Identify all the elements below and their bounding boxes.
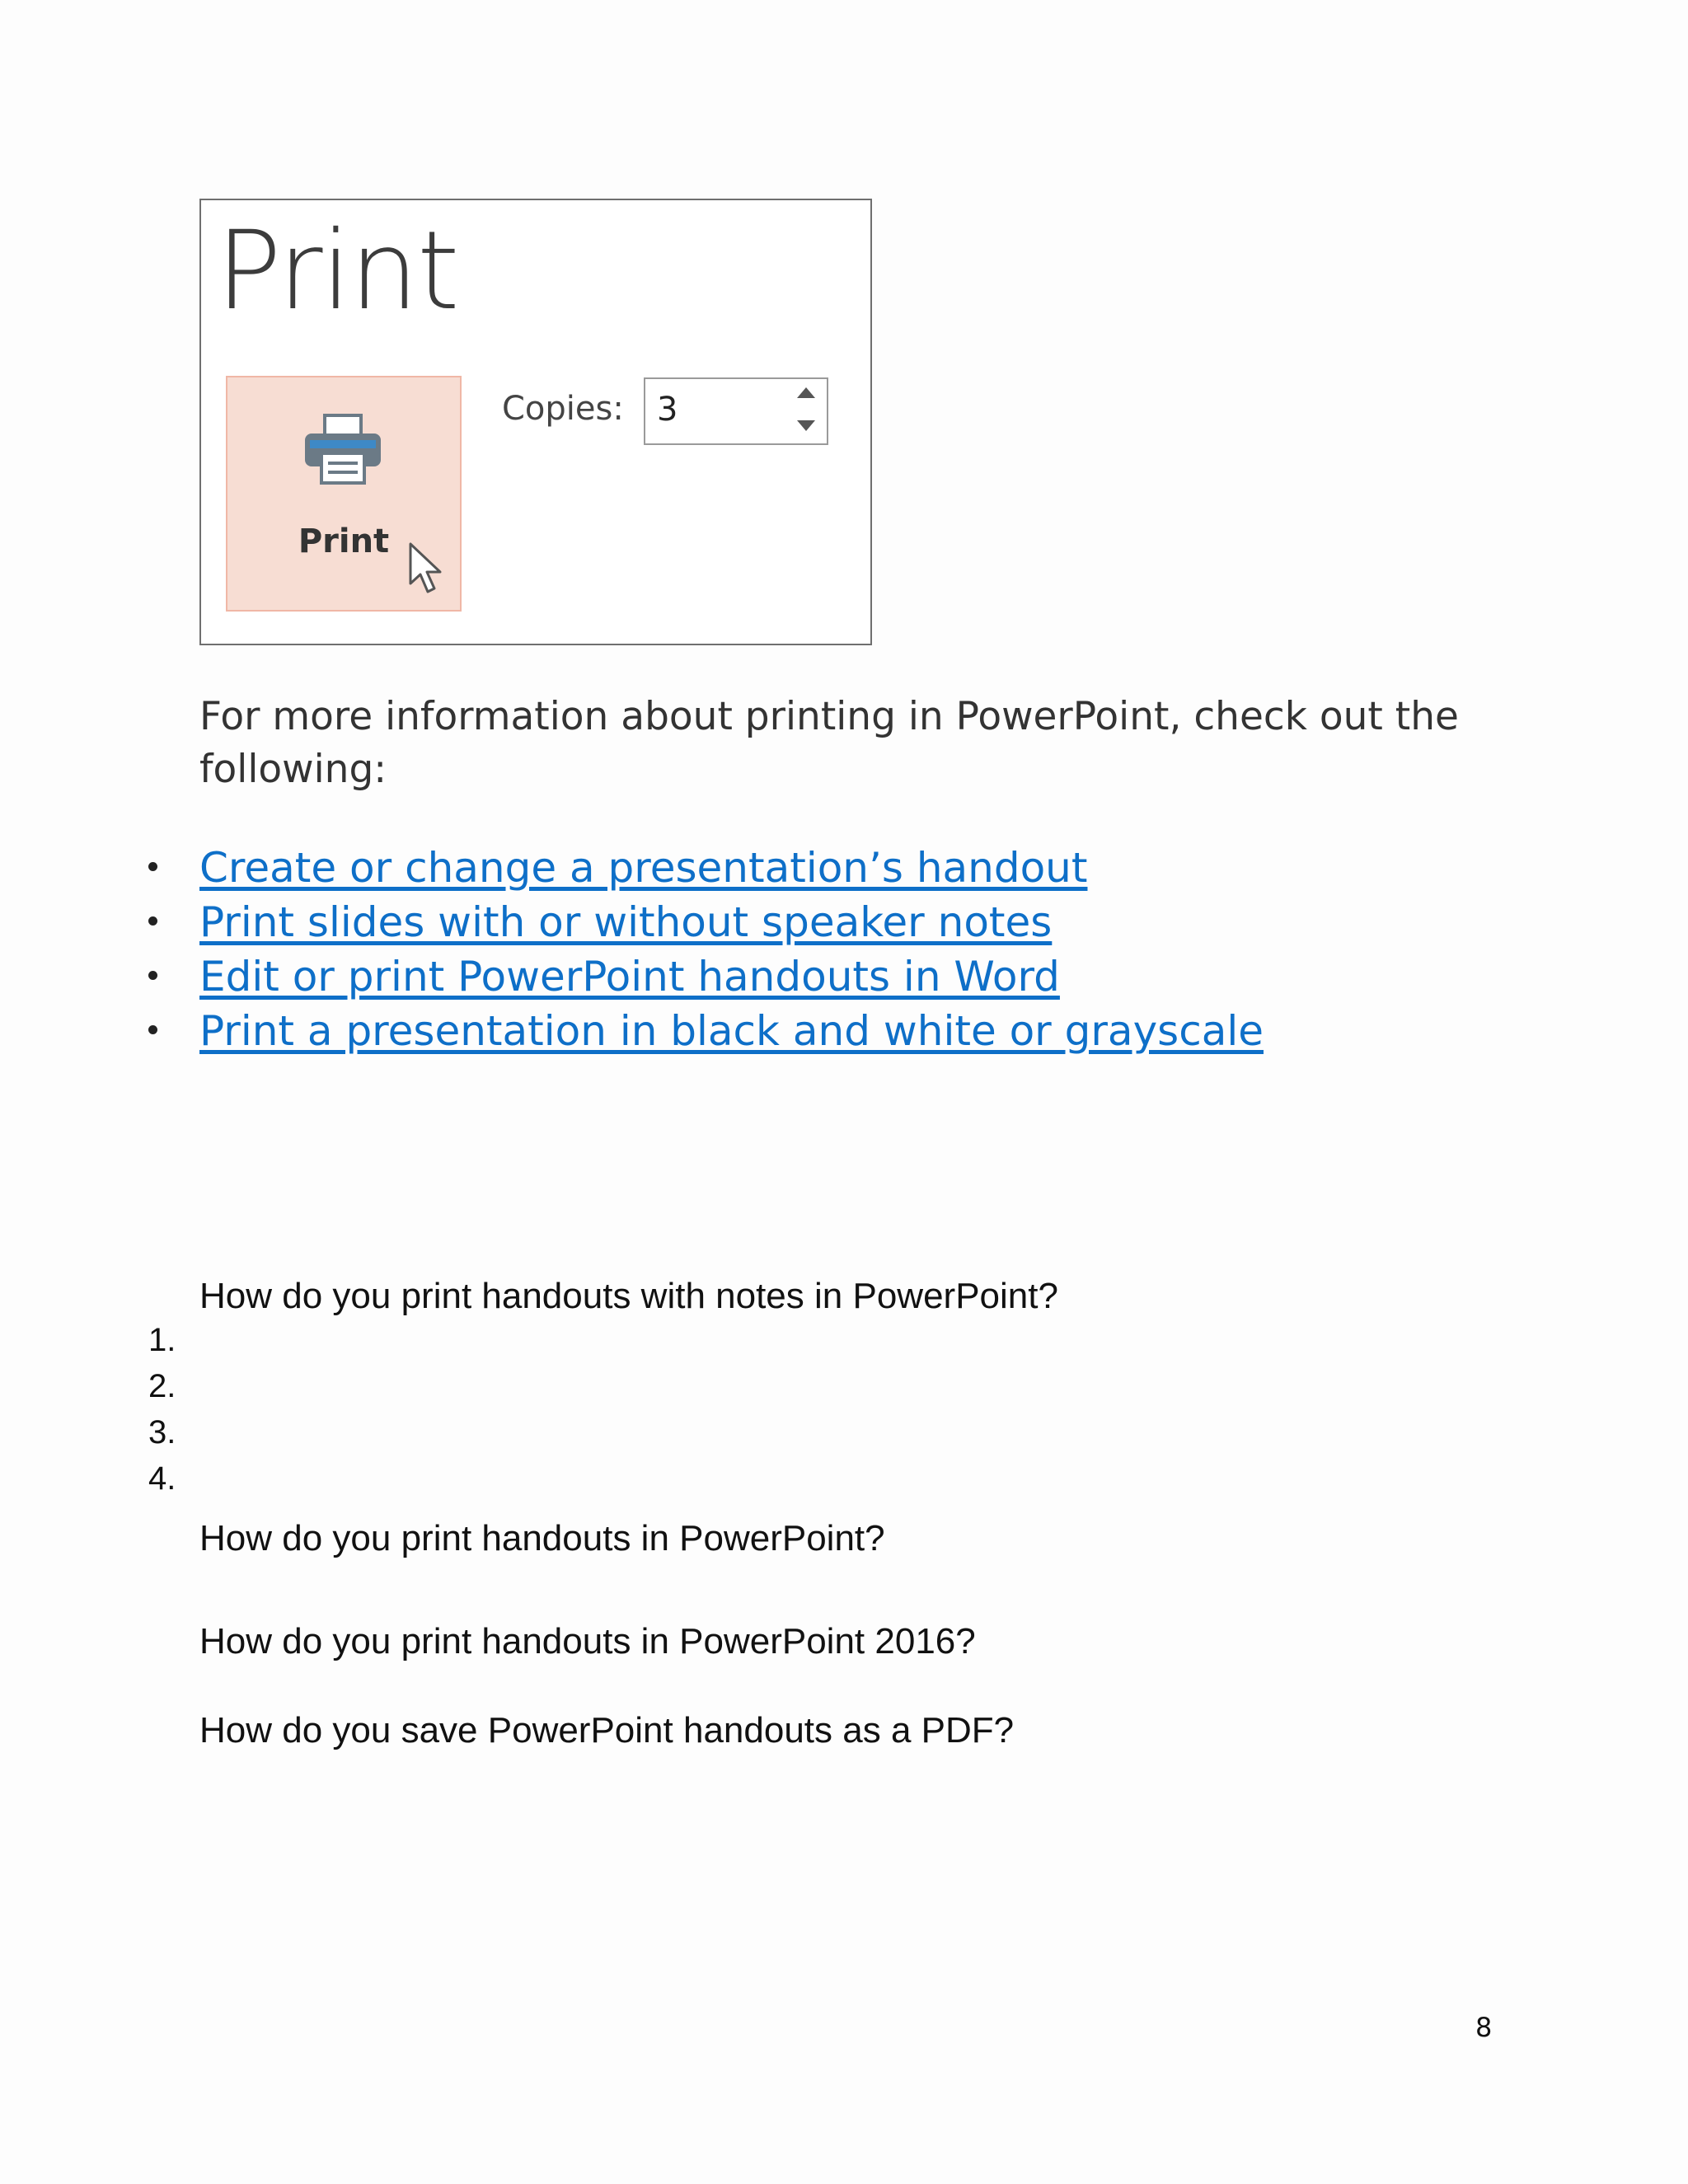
bullet-icon — [148, 862, 157, 871]
print-panel-title: Print — [216, 208, 458, 335]
question-4: How do you save PowerPoint handouts as a PDF? — [199, 1710, 1015, 1750]
list-item — [148, 841, 1220, 895]
list-item — [148, 949, 1220, 1004]
question-2: How do you print handouts in PowerPoint? — [199, 1518, 885, 1558]
spin-up-icon[interactable] — [797, 387, 815, 398]
list-number-4: 4. — [148, 1460, 176, 1497]
print-button-label: Print — [298, 523, 390, 560]
printer-icon — [302, 412, 384, 486]
cursor-icon — [407, 541, 447, 598]
bullet-icon — [148, 971, 157, 980]
copies-spinbox[interactable] — [644, 377, 828, 445]
page-number: 8 — [1475, 2012, 1493, 2043]
print-panel-screenshot — [199, 199, 872, 645]
list-number-3: 3. — [148, 1414, 176, 1451]
bullet-icon — [148, 1025, 157, 1034]
bullet-icon — [148, 916, 157, 926]
list-item — [148, 1004, 1264, 1058]
print-button[interactable] — [226, 376, 462, 612]
link-print-speaker-notes[interactable]: Print slides with or without speaker notes — [199, 898, 1053, 946]
link-handouts-in-word[interactable]: Edit or print PowerPoint handouts in Word — [199, 953, 1060, 1001]
copies-value: 3 — [657, 391, 678, 429]
list-item — [148, 895, 1220, 949]
list-number-1: 1. — [148, 1322, 176, 1358]
link-create-handout[interactable]: Create or change a presentation’s handout — [199, 844, 1088, 892]
list-number-2: 2. — [148, 1368, 176, 1404]
spin-down-icon[interactable] — [797, 420, 815, 431]
question-1: How do you print handouts with notes in PowerPoint? — [199, 1276, 1058, 1316]
copies-label: Copies: — [502, 390, 624, 428]
question-3: How do you print handouts in PowerPoint 2016? — [199, 1621, 976, 1661]
intro-paragraph: For more information about printing in PowerPoint, check out the following: — [199, 694, 1459, 792]
link-black-white-grayscale[interactable]: Print a presentation in black and white or grayscale — [199, 1007, 1264, 1055]
